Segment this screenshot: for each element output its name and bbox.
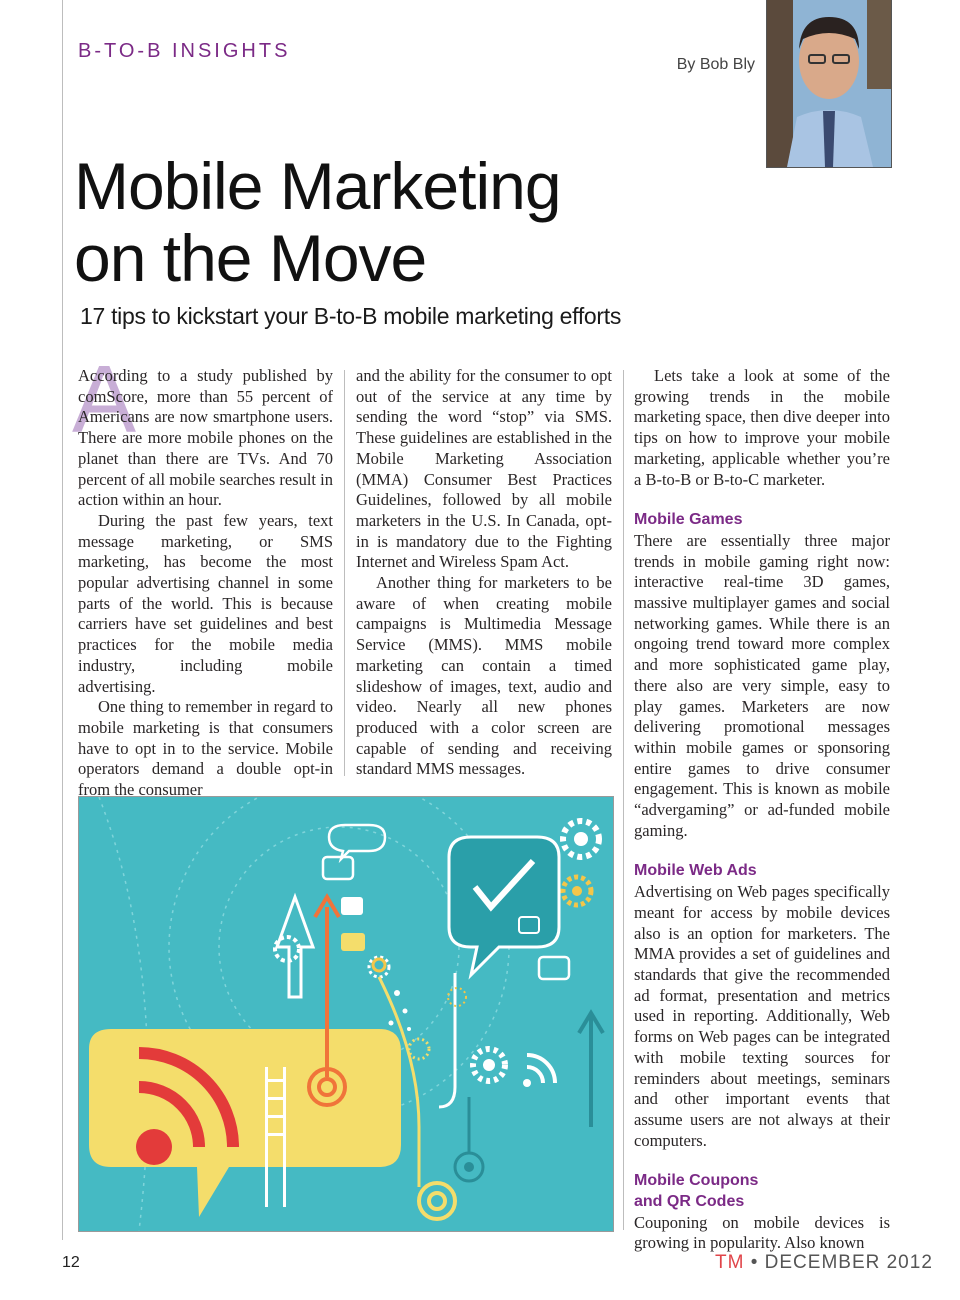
author-portrait [766, 0, 892, 168]
paragraph: There are essentially three major trends in mobile gaming right now: interactive real-time 3D games, massive multiplayer games and social networking games. While there is an ongoing trend toward more complex and more sophisticated game play, there also are very simple, easy to play games. Marketers are now delivering promotional messages within mobile games or sponsoring entire games to drive consumer engagement. This is known as mobile “advergaming” or ad-funded mobile gaming. [634, 530, 890, 840]
paragraph: Lets take a look at some of the growing trends in the mobile marketing space, then dive deeper into tips on how to improve your mobile marketing, applicable whether you’re a B-to-B or B-to-C marketer. [634, 366, 890, 489]
article-title [74, 150, 714, 294]
paragraph: According to a study published by comScore, more than 55 percent of Americans are now smartphone users. There are more mobile phones on the planet than there are TVs. And 70 percent of all mobile searches result in action within an hour. [78, 366, 333, 510]
column-divider [623, 370, 624, 1230]
subhead-line: and QR Codes [634, 1193, 745, 1211]
magazine-issue [715, 1252, 933, 1274]
magazine-name: TM [715, 1252, 745, 1273]
mobile-marketing-illustration [78, 796, 614, 1232]
column-divider [344, 370, 345, 776]
title-line-2: on the Move [74, 221, 427, 295]
paragraph: During the past few years, text message marketing, or SMS marketing, has become the most popular advertising channel in some parts of the world. This is because carriers have set guidelines and best practices for the mobile media industry, including mobile advertising. [78, 510, 333, 696]
subhead-mobile-coupons [634, 1171, 890, 1212]
footer-bullet: • [750, 1252, 759, 1273]
subhead-mobile-games: Mobile Games [634, 511, 743, 529]
subhead-line: Mobile Coupons [634, 1172, 759, 1190]
column-3 [634, 366, 890, 1254]
paragraph: One thing to remember in regard to mobile marketing is that consumers have to opt in to the service. Mobile operators demand a double opt-in from the consumer [78, 697, 333, 800]
column-1 [78, 366, 333, 801]
byline: By Bob Bly [676, 56, 755, 73]
article-subtitle: 17 tips to kickstart your B-to-B mobile marketing efforts [80, 303, 622, 329]
section-label: B-TO-B INSIGHTS [78, 40, 291, 62]
subhead-mobile-web-ads: Mobile Web Ads [634, 862, 757, 880]
paragraph: Couponing on mobile devices is growing in popularity. Also known [634, 1212, 890, 1253]
drop-cap: A [72, 346, 137, 453]
paragraph: Advertising on Web pages specifically meant for access by mobile devices also is an option for marketers. The MMA provides a set of guidelines and standards that give the recommended ad format, presentation and metrics used in reporting. Additionally, Web forms on Web pages can be integrated with mobile texting sources for reminders about meetings, seminars and other important events that assume users are not always at their computers. [634, 882, 890, 1150]
title-line-1: Mobile Marketing [74, 149, 561, 223]
paragraph: and the ability for the consumer to opt out of the service at any time by sending the word “stop” via SMS. These guidelines are established in the Mobile Marketing Association (MMA) Consumer Best Practices Guidelines, followed by all mobile marketers in the U.S. In Canada, opt-in is mandatory due to the Fighting Internet and Wireless Spam Act. [356, 366, 612, 572]
column-2 [356, 366, 612, 780]
paragraph: Another thing for marketers to be aware of when creating mobile campaigns is Multimedia Message Service (MMS). MMS mobile marketing can contain a timed slideshow of images, text, audio and video. Nearly all new phones produced with a color screen are capable of sending and receiving standard MMS messages. [356, 573, 612, 779]
page-number: 12 [62, 1254, 80, 1271]
page-margin-rule [62, 0, 63, 1240]
issue-date: DECEMBER 2012 [764, 1252, 933, 1273]
